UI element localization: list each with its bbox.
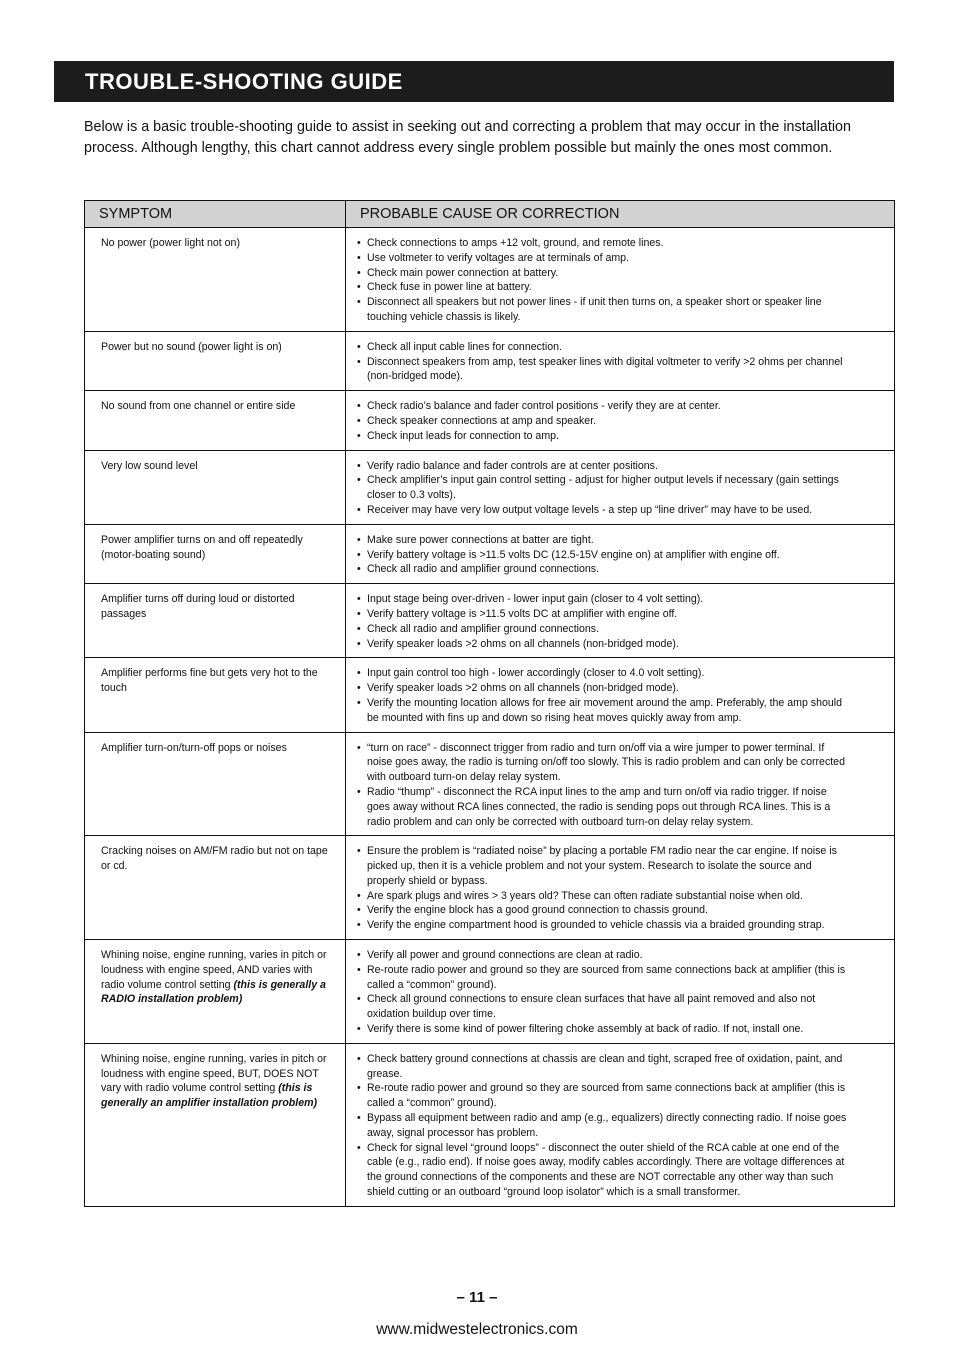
list-item: • Re-route radio power and ground so they are sourced from same connections back at amplifier (this is called a “common” ground). <box>357 963 850 993</box>
list-item: • Verify battery voltage is >11.5 volts DC (12.5-15V engine on) at amplifier with engine off. <box>357 548 850 563</box>
symptom-cell <box>85 732 346 836</box>
cause-list <box>357 741 850 830</box>
cause-list <box>357 666 850 725</box>
section-title-bar <box>54 61 894 102</box>
intro-paragraph: Below is a basic trouble-shooting guide to assist in seeking out and correcting a problem that may occur in the installation process. Although lengthy, this chart cannot address every single problem possible but mainly the ones most common. <box>84 119 851 156</box>
list-item: • Check all radio and amplifier ground connections. <box>357 622 850 637</box>
column-header-symptom: SYMPTOM <box>85 201 346 228</box>
symptom-text: Amplifier turn-on/turn-off pops or noises <box>101 741 287 754</box>
list-item: • Verify there is some kind of power filtering choke assembly at back of radio. If not, install one. <box>357 1022 850 1037</box>
cause-cell <box>346 836 895 940</box>
symptom-cell <box>85 658 346 732</box>
symptom-text: Cracking noises on AM/FM radio but not on tape or cd. <box>101 845 328 873</box>
cause-cell <box>346 1043 895 1206</box>
cause-list <box>357 236 850 325</box>
list-item: • Check all input cable lines for connection. <box>357 340 850 355</box>
table-body <box>85 228 895 1207</box>
cause-cell <box>346 584 895 658</box>
cause-cell <box>346 940 895 1044</box>
list-item: • Check all radio and amplifier ground connections. <box>357 562 850 577</box>
list-item: • Verify radio balance and fader controls are at center positions. <box>357 459 850 474</box>
list-item: • Input stage being over-driven - lower input gain (closer to 4 volt setting). <box>357 592 850 607</box>
symptom-text: Whining noise, engine running, varies in pitch or loudness with engine speed, BUT, DOES NOT vary with radio volume control setting <box>101 1052 327 1095</box>
symptom-note: (this is generally a RADIO installation problem) <box>101 978 326 1006</box>
list-item: • Bypass all equipment between radio and amp (e.g., equalizers) directly connecting radio. If noise goes away, signal processor has problem. <box>357 1111 850 1141</box>
list-item: • Check main power connection at battery. <box>357 266 850 281</box>
list-item: • Receiver may have very low output voltage levels - a step up “line driver” may have to be used. <box>357 503 850 518</box>
list-item: • Verify the engine block has a good ground connection to chassis ground. <box>357 903 850 918</box>
cause-cell <box>346 658 895 732</box>
list-item: • Check all ground connections to ensure clean surfaces that have all paint removed and also not oxidation buildup over time. <box>357 992 850 1022</box>
table-row <box>85 450 895 524</box>
list-item: • Check speaker connections at amp and speaker. <box>357 414 850 429</box>
cause-list <box>357 948 850 1037</box>
cause-cell <box>346 391 895 450</box>
symptom-text: Amplifier turns off during loud or distorted passages <box>101 593 295 620</box>
symptom-cell <box>85 940 346 1044</box>
symptom-cell <box>85 228 346 332</box>
list-item: • Verify all power and ground connections are clean at radio. <box>357 948 850 963</box>
symptom-text: Amplifier performs fine but gets very hot to the touch <box>101 667 318 695</box>
column-header-cause: PROBABLE CAUSE OR CORRECTION <box>346 201 895 228</box>
list-item: • Radio “thump” - disconnect the RCA input lines to the amp and turn on/off via radio trigger. If noise goes away without RCA lines connected, the radio is sending pops out through RCA lines. This is a radio problem and can only be corrected with outboard turn-on delay relay system. <box>357 785 850 829</box>
table-row <box>85 524 895 583</box>
cause-list <box>357 844 850 933</box>
symptom-text: Power amplifier turns on and off repeatedly (motor-boating sound) <box>101 533 303 561</box>
list-item: • Verify speaker loads >2 ohms on all channels (non-bridged mode). <box>357 637 850 652</box>
footer-url: www.midwestelectronics.com <box>376 1321 578 1338</box>
list-item: • Are spark plugs and wires > 3 years old? These can often radiate substantial noise when old. <box>357 889 850 904</box>
table-row <box>85 228 895 332</box>
list-item: • Check input leads for connection to amp. <box>357 429 850 444</box>
symptom-note: (this is generally an amplifier installation problem) <box>101 1082 318 1110</box>
cause-list <box>357 399 850 443</box>
cause-list <box>357 592 850 651</box>
cause-cell <box>346 228 895 332</box>
table-row <box>85 836 895 940</box>
list-item: • Input gain control too high - lower accordingly (closer to 4.0 volt setting). <box>357 666 850 681</box>
symptom-text: Whining noise, engine running, varies in pitch or loudness with engine speed, AND varies with radio volume control setting <box>101 949 327 991</box>
list-item: • Verify speaker loads >2 ohms on all channels (non-bridged mode). <box>357 681 850 696</box>
list-item: • Check radio’s balance and fader control positions - verify they are at center. <box>357 399 850 414</box>
symptom-text: Very low sound level <box>101 459 198 472</box>
symptom-cell <box>85 450 346 524</box>
cause-list <box>357 533 850 577</box>
symptom-text: Power but no sound (power light is on) <box>101 340 282 353</box>
list-item: • Disconnect all speakers but not power lines - if unit then turns on, a speaker short or speaker line touching vehicle chassis is likely. <box>357 295 850 325</box>
list-item: • Make sure power connections at batter are tight. <box>357 533 850 548</box>
cause-cell <box>346 732 895 836</box>
page-title: TROUBLE-SHOOTING GUIDE <box>85 68 403 94</box>
table-row <box>85 658 895 732</box>
list-item: • Check battery ground connections at chassis are clean and tight, scraped free of oxidation, paint, and grease. <box>357 1052 850 1082</box>
symptom-cell <box>85 331 346 390</box>
cause-cell <box>346 450 895 524</box>
page-number: – 11 – <box>456 1289 498 1306</box>
cause-list <box>357 1052 850 1200</box>
table-row <box>85 732 895 836</box>
table-row <box>85 331 895 390</box>
symptom-cell <box>85 584 346 658</box>
table-row <box>85 584 895 658</box>
list-item: • Use voltmeter to verify voltages are at terminals of amp. <box>357 251 850 266</box>
cause-list <box>357 459 850 518</box>
symptom-text: No power (power light not on) <box>101 237 240 249</box>
troubleshooting-table <box>84 200 895 1207</box>
list-item: • Verify the engine compartment hood is grounded to vehicle chassis via a braided grounding strap. <box>357 918 850 933</box>
list-item: • Ensure the problem is “radiated noise” by placing a portable FM radio near the car engine. If noise is picked up, then it is a vehicle problem and not your system. Research to isolate the source and properly shield or bypass. <box>357 844 850 888</box>
table-row <box>85 391 895 450</box>
cause-list <box>357 340 850 384</box>
table-row <box>85 940 895 1044</box>
list-item: • Check fuse in power line at battery. <box>357 280 850 295</box>
table-header-row <box>85 201 895 228</box>
list-item: • Check for signal level “ground loops” - disconnect the outer shield of the RCA cable at one end of the cable (e.g., radio end). If noise goes away, modify cables accordingly. There are voltage differences at the ground connections of the components and these are NOT correctable any other way than such shield cutting or an outboard “ground loop isolator” which is a small transformer. <box>357 1141 850 1200</box>
list-item: • Disconnect speakers from amp, test speaker lines with digital voltmeter to verify >2 ohms per channel (non-bridged mode). <box>357 355 850 385</box>
list-item: • Re-route radio power and ground so they are sourced from same connections back at amplifier (this is called a “common” ground). <box>357 1081 850 1111</box>
symptom-cell <box>85 391 346 450</box>
list-item: • “turn on race” - disconnect trigger from radio and turn on/off via a wire jumper to power terminal. If noise goes away, the radio is turning on/off too slowly. This is radio problem and can only be corrected with outboard turn-on delay relay system. <box>357 741 850 785</box>
list-item: • Check amplifier’s input gain control setting - adjust for higher output levels if necessary (gain settings closer to 0.3 volts). <box>357 473 850 503</box>
list-item: • Verify battery voltage is >11.5 volts DC at amplifier with engine off. <box>357 607 850 622</box>
symptom-cell <box>85 836 346 940</box>
cause-cell <box>346 331 895 390</box>
list-item: • Verify the mounting location allows for free air movement around the amp. Preferably, the amp should be mounted with fins up and down so rising heat moves quickly away from amp. <box>357 696 850 726</box>
symptom-text: No sound from one channel or entire side <box>101 400 296 413</box>
symptom-cell <box>85 1043 346 1206</box>
cause-cell <box>346 524 895 583</box>
table-row <box>85 1043 895 1206</box>
symptom-cell <box>85 524 346 583</box>
list-item: • Check connections to amps +12 volt, ground, and remote lines. <box>357 236 850 251</box>
